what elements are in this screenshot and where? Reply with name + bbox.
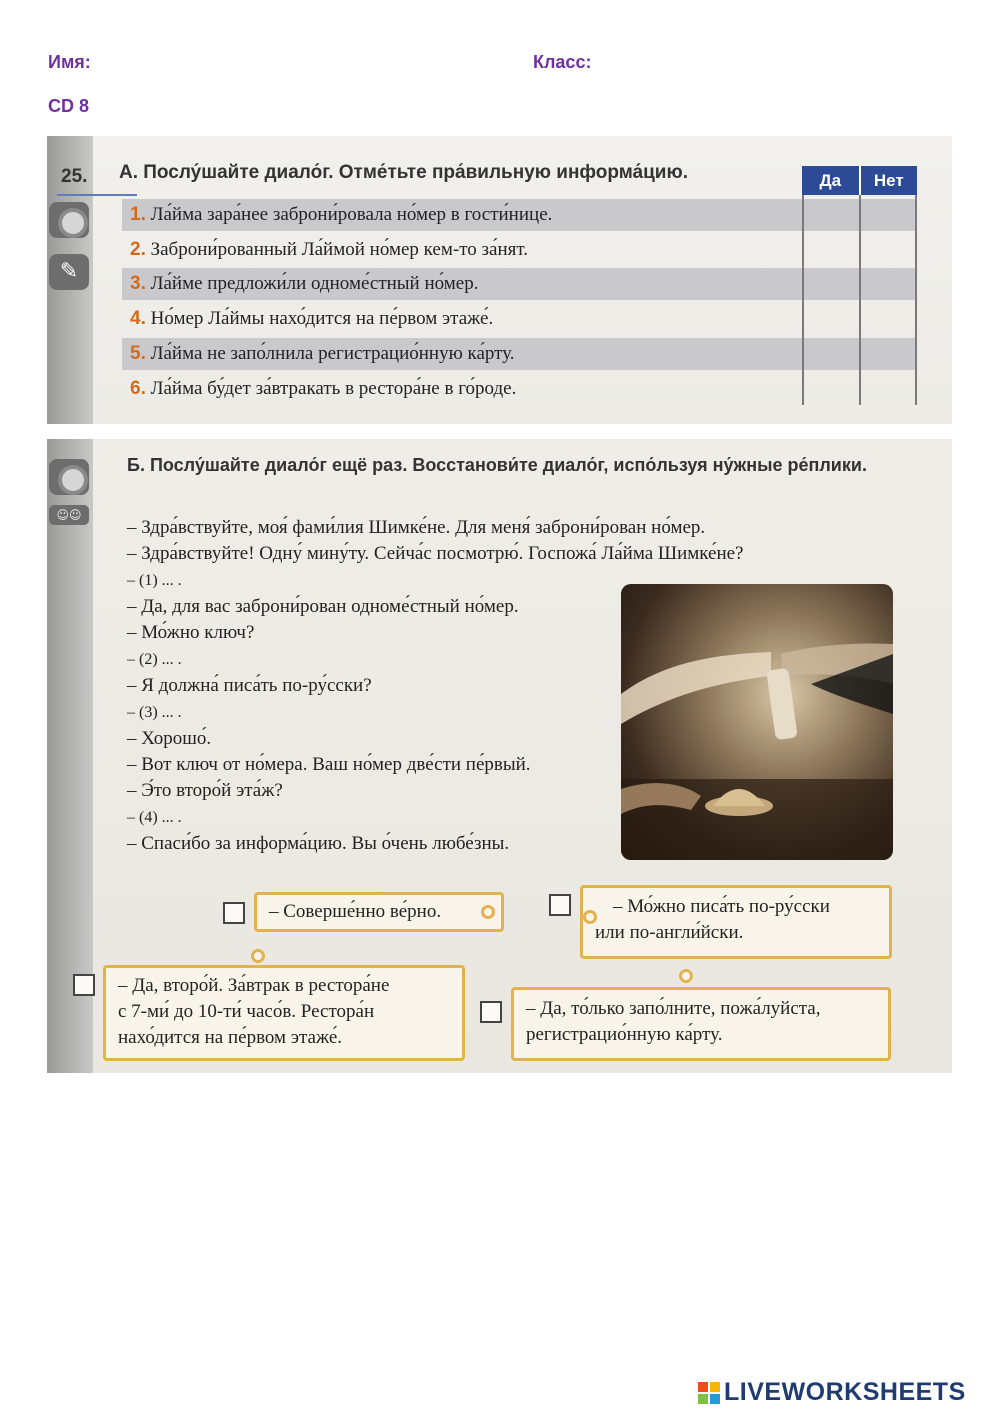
column-no: Нет bbox=[859, 166, 918, 195]
option-3-text-2: с 7-ми́ до 10-ти́ часо́в. Рестора́н bbox=[118, 1001, 375, 1022]
liveworksheets-logo[interactable]: LIVEWORKSHEETS bbox=[724, 1378, 966, 1406]
table-divider bbox=[859, 195, 861, 405]
statement-row: 4. Но́мер Ла́ймы нахо́дится на пе́рвом этаже́. bbox=[130, 308, 494, 329]
puzzle-knob bbox=[679, 969, 693, 983]
dialog-gap: – (1) ... . bbox=[127, 572, 182, 589]
dialog-line: – Я должна́ писа́ть по-ру́сски? bbox=[127, 675, 372, 696]
option-2-text-1: – Мо́жно писа́ть по-ру́сски bbox=[613, 896, 830, 917]
task-b-title: Б. Послу́шайте диало́г ещё раз. Восстанови́те диало́г, испо́льзуя ну́жные ре́плики. bbox=[127, 455, 867, 475]
statement-row: 3. Ла́йме предложи́ли одноме́стный но́мер. bbox=[122, 268, 917, 300]
answer-table-header bbox=[802, 166, 917, 195]
pen-icon: ✎ bbox=[49, 254, 89, 290]
dialog-line: – Вот ключ от но́мера. Ваш но́мер две́сти пе́рвый. bbox=[127, 754, 531, 775]
statement-row: 6. Ла́йма бу́дет за́втракать в рестора́не в го́роде. bbox=[130, 378, 517, 399]
option-1-text: – Соверше́нно ве́рно. bbox=[269, 901, 442, 922]
dialog-line: – Да, для вас заброни́рован одноме́стный но́мер. bbox=[127, 596, 519, 617]
table-divider bbox=[802, 195, 804, 405]
option-3-text-3: нахо́дится на пе́рвом этаже́. bbox=[118, 1027, 343, 1048]
hotel-key-photo bbox=[621, 584, 893, 860]
option-4-card bbox=[511, 987, 891, 1061]
option-4-checkbox[interactable] bbox=[480, 1001, 502, 1023]
cd-label: CD 8 bbox=[48, 96, 90, 116]
dialog-line: – Здра́вствуйте! Одну́ мину́ту. Сейча́с посмотрю́. Госпожа́ Ла́йма Шимке́не? bbox=[127, 543, 744, 564]
option-1-checkbox[interactable] bbox=[223, 902, 245, 924]
dialog-line: – Спаси́бо за информа́цию. Вы о́чень любе́зны. bbox=[127, 833, 510, 854]
name-label: Имя: bbox=[48, 52, 91, 72]
cd-icon bbox=[49, 202, 89, 238]
option-4-text-2: регистрацио́нную ка́рту. bbox=[526, 1024, 723, 1045]
dialog-gap: – (2) ... . bbox=[127, 651, 182, 668]
statement-row: 5. Ла́йма не запо́лнила регистрацио́нную ка́рту. bbox=[122, 338, 917, 370]
option-3-text-1: – Да, второ́й. За́втрак в рестора́не bbox=[118, 975, 390, 996]
statement-row: 2. Заброни́рованный Ла́ймой но́мер кем-то за́нят. bbox=[130, 239, 528, 260]
dialog-gap: – (4) ... . bbox=[127, 809, 182, 826]
option-3-card bbox=[103, 965, 465, 1061]
exercise-number: 25. bbox=[61, 166, 88, 187]
dialog-line: – Хорошо́. bbox=[127, 728, 212, 749]
exercise-underline bbox=[57, 194, 137, 196]
dialog-gap: – (3) ... . bbox=[127, 704, 182, 721]
statement-row: 1. Ла́йма зара́нее заброни́ровала но́мер в гости́нице. bbox=[122, 199, 917, 231]
task-a-title: А. Послу́шайте диало́г. Отме́тьте пра́вильную информа́цию. bbox=[119, 162, 688, 183]
option-3-checkbox[interactable] bbox=[73, 974, 95, 996]
option-1-card bbox=[254, 892, 504, 932]
puzzle-knob bbox=[481, 905, 495, 919]
column-yes: Да bbox=[819, 171, 842, 190]
option-4-text-1: – Да, то́лько запо́лните, пожа́луйста, bbox=[526, 998, 821, 1019]
option-2-text-2: или по-англи́йски. bbox=[595, 922, 744, 943]
dialog-line: – Мо́жно ключ? bbox=[127, 622, 255, 643]
pair-work-icon: ☺☺ bbox=[49, 505, 89, 525]
dialog-line: – Здра́вствуйте, моя́ фами́лия Шимке́не. Для меня́ заброни́рован но́мер. bbox=[127, 517, 706, 538]
puzzle-knob bbox=[251, 949, 265, 963]
option-2-checkbox[interactable] bbox=[549, 894, 571, 916]
exercise-b-scan bbox=[47, 439, 952, 1073]
option-2-card bbox=[580, 885, 892, 959]
puzzle-knob bbox=[583, 910, 597, 924]
dialog-line: – Э́то второ́й эта́ж? bbox=[127, 780, 283, 801]
table-divider bbox=[915, 195, 917, 405]
cd-icon bbox=[49, 459, 89, 495]
exercise-a-scan bbox=[47, 136, 952, 424]
class-label: Класс: bbox=[533, 52, 592, 72]
